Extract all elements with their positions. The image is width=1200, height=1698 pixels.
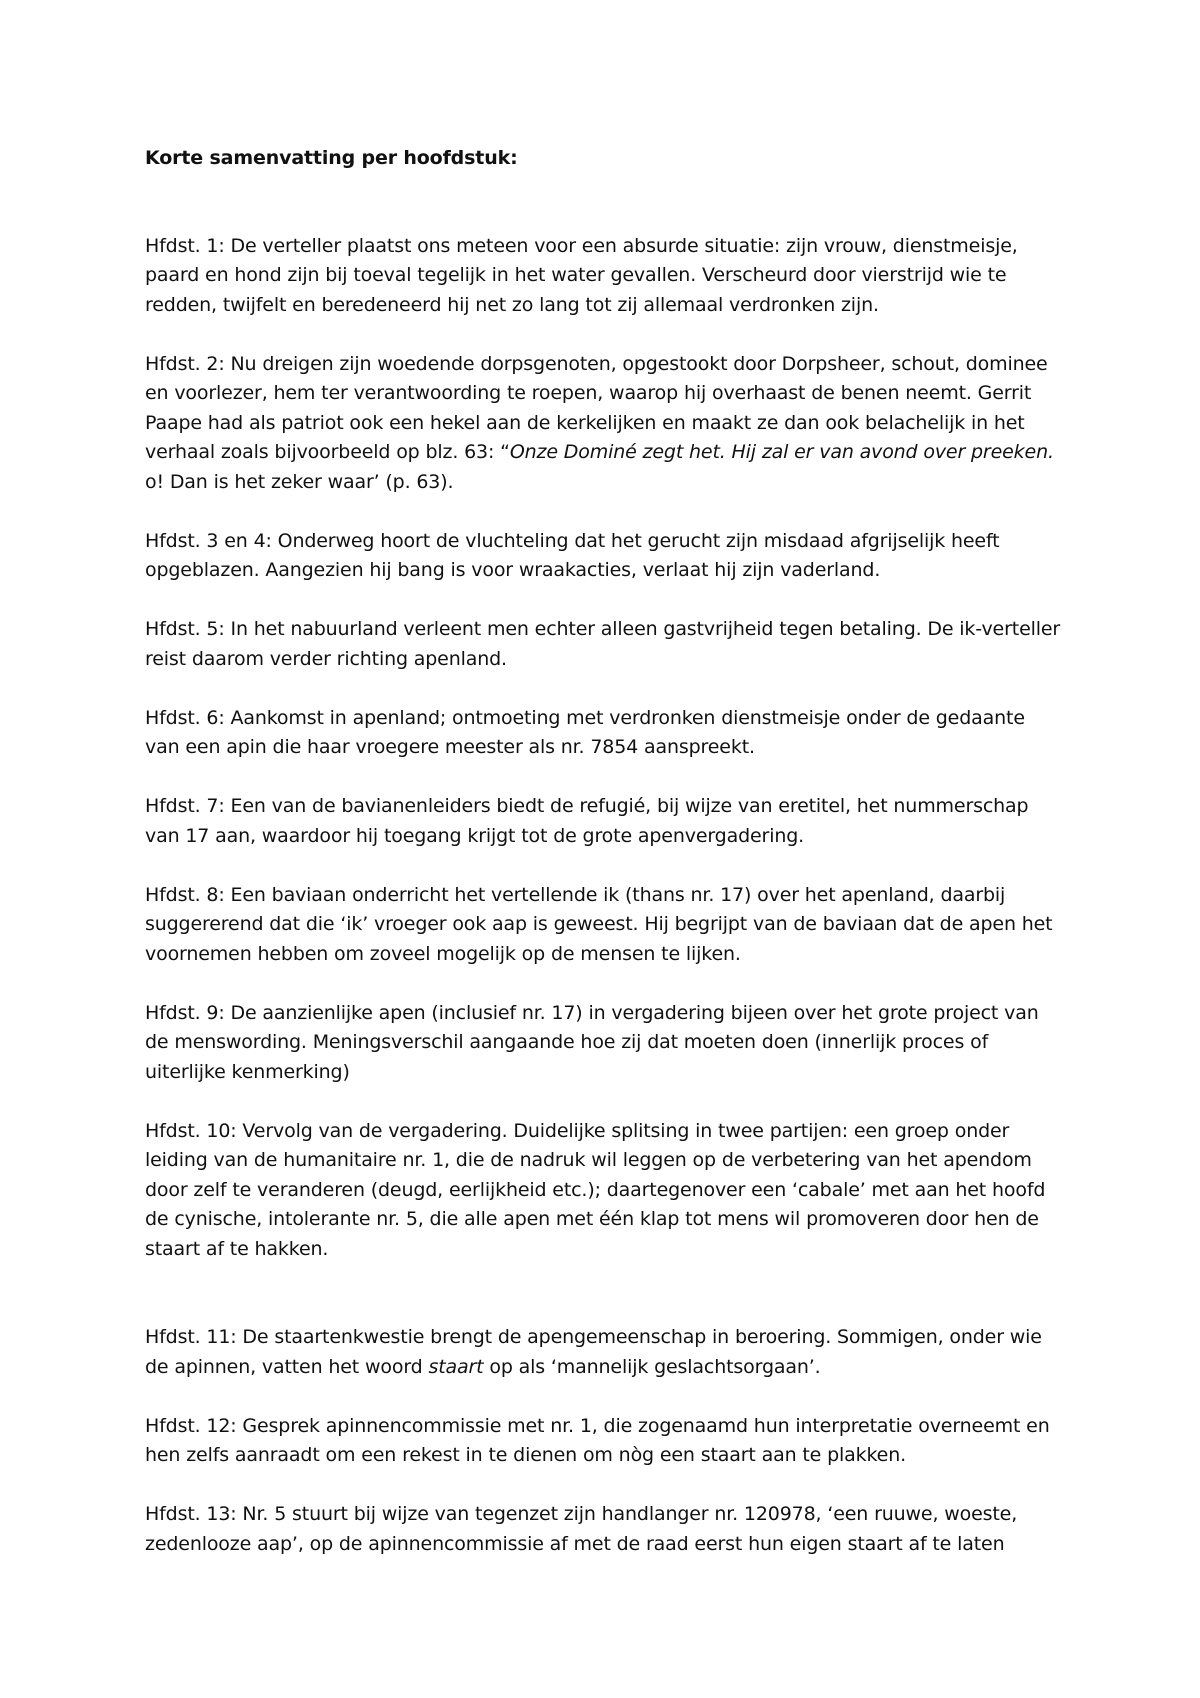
chapter-1-summary (145, 232, 1065, 321)
chapter-9-summary (145, 999, 1065, 1088)
chapter-text: Nu dreigen zijn woedende dorpsgenoten, opgestookt door Dorpsheer, schout, dominee en voorlezer, hem ter verantwoording te roepen, waarop hij overhaast de benen neemt. Gerrit Paape had als patriot ook een hekel aan de kerkelijken en maakt ze dan ook belachelijk in het verhaal zoals bijvoorbeeld op blz. 63: “ (145, 352, 1048, 463)
chapter-text: De staartenkwestie brengt de apengemeenschap in beroering. Sommigen, onder wie de apinnen, vatten het woord (145, 1326, 1042, 1378)
chapter-text: Vervolg van de vergadering. Duidelijke splitsing in twee partijen: een groep onder leiding van de humanitaire nr. 1, die de nadruk wil leggen op de verbetering van het apendom door zelf te veranderen (deugd, eerlijkheid etc.); daartegenover een ‘cabale’ met aan het hoofd de cynische, intolerante nr. 5, die alle apen met één klap tot mens wil promoveren door hen de staart af te hakken. (145, 1119, 1046, 1260)
chapter-quote-italic: Onze Dominé zegt het. Hij zal er van avond over preeken. (509, 441, 1054, 463)
chapter-2-summary (145, 350, 1065, 498)
chapter-label: Hfdst. 6: (145, 706, 225, 729)
chapter-11-summary (145, 1323, 1065, 1382)
chapter-7-summary (145, 792, 1065, 851)
chapter-label: Hfdst. 1: (145, 234, 225, 257)
chapter-6-summary (145, 704, 1065, 763)
chapter-text: Gesprek apinnencommissie met nr. 1, die zogenaamd hun interpretatie overneemt en hen zelfs aanraadt om een rekest in te dienen om nòg een staart aan te plakken. (145, 1414, 1050, 1466)
chapter-text-after: op als ‘mannelijk geslachtsorgaan’. (483, 1355, 821, 1378)
chapter-text: In het nabuurland verleent men echter alleen gastvrijheid tegen betaling. De ik-verteller reist daarom verder richting apenland. (145, 618, 1061, 670)
chapter-text-after: o! Dan is het zeker waar’ (p. 63). (145, 470, 454, 493)
chapter-text: Een van de bavianenleiders biedt de refugié, bij wijze van eretitel, het nummerschap van 17 aan, waardoor hij toegang krijgt tot de grote apenvergadering. (145, 795, 1029, 847)
chapter-text: De aanzienlijke apen (inclusief nr. 17) in vergadering bijeen over het grote project van de menswording. Meningsverschil aangaande hoe zij dat moeten doen (innerlijk proces of uiterlijke kenmerking) (145, 1001, 1039, 1083)
document-title: Korte samenvatting per hoofdstuk: (145, 147, 518, 169)
chapter-label: Hfdst. 8: (145, 883, 225, 906)
chapter-label: Hfdst. 12: (145, 1414, 237, 1437)
document-body (145, 144, 1065, 1559)
chapter-text: Nr. 5 stuurt bij wijze van tegenzet zijn handlanger nr. 120978, ‘een ruuwe, woeste, zedenlooze aap’, op de apinnencommissie af met de raad eerst hun eigen staart af te laten (145, 1503, 1018, 1555)
chapter-label: Hfdst. 11: (145, 1326, 237, 1348)
chapter-label: Hfdst. 7: (145, 795, 225, 817)
chapter-label: Hfdst. 13: (145, 1503, 237, 1525)
chapter-3-4-summary (145, 527, 1065, 586)
chapter-12-summary (145, 1412, 1065, 1471)
chapter-label: Hfdst. 10: (145, 1119, 237, 1142)
chapter-text: De verteller plaatst ons meteen voor een absurde situatie: zijn vrouw, dienstmeisje, paard en hond zijn bij toeval tegelijk in het water gevallen. Verscheurd door vierstrijd wie te redden, twijfelt en beredeneerd hij net zo lang tot zij allemaal verdronken zijn. (145, 234, 1018, 316)
chapter-8-summary (145, 881, 1065, 970)
chapter-text: Aankomst in apenland; ontmoeting met verdronken dienstmeisje onder de gedaante van een apin die haar vroegere meester als nr. 7854 aanspreekt. (145, 706, 1025, 758)
chapter-text: Onderweg hoort de vluchteling dat het gerucht zijn misdaad afgrijselijk heeft opgeblazen. Aangezien hij bang is voor wraakacties, verlaat hij zijn vaderland. (145, 529, 1000, 581)
chapter-label: Hfdst. 2: (145, 352, 225, 375)
chapter-10-summary (145, 1117, 1065, 1265)
chapter-label: Hfdst. 9: (145, 1001, 225, 1024)
chapter-13-summary (145, 1500, 1065, 1559)
chapter-text: Een baviaan onderricht het vertellende ik (thans nr. 17) over het apenland, daarbij suggererend dat die ‘ik’ vroeger ook aap is geweest. Hij begrijpt van de baviaan dat de apen het voornemen hebben om zoveel mogelijk op de mensen te lijken. (145, 883, 1053, 965)
chapter-label: Hfdst. 5: (145, 618, 225, 640)
chapter-label: Hfdst. 3 en 4: (145, 529, 272, 552)
chapter-5-summary (145, 615, 1065, 674)
chapter-word-italic: staart (428, 1355, 484, 1378)
